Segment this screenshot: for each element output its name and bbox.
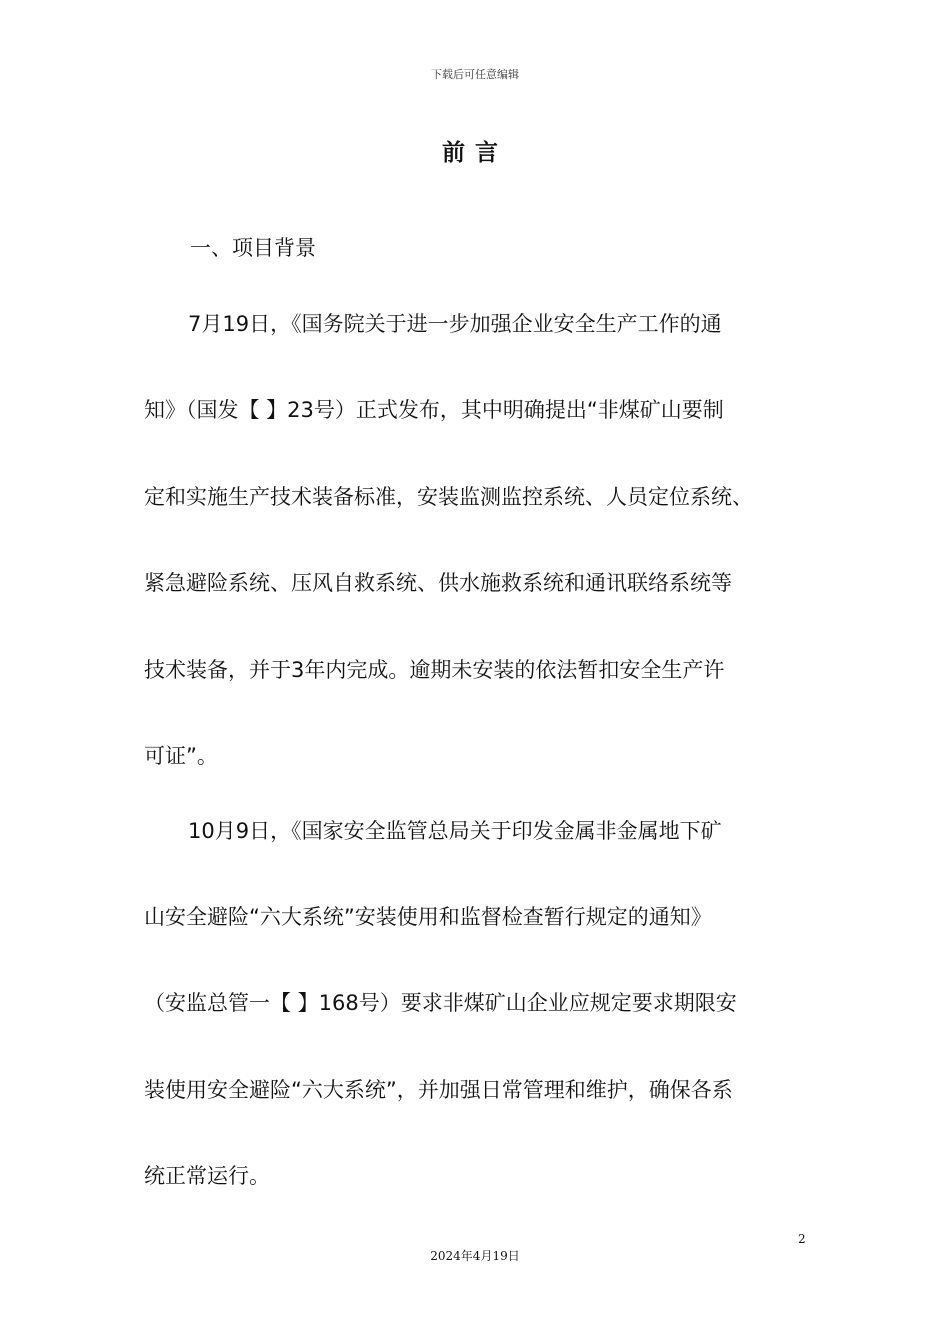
paragraph-line: 山安全避险“六大系统”安装使用和监督检查暂行规定的通知》 [144,905,712,929]
section-heading: 一、项目背景 [190,236,316,260]
paragraph-line: 技术装备，并于3年内完成。逾期未安装的依法暂扣安全生产许 [144,658,725,682]
paragraph-line: （安监总管一【 】168号）要求非煤矿山企业应规定要求期限安 [144,991,737,1015]
header-note: 下载后可任意编辑 [431,68,519,81]
paragraph-line: 统正常运行。 [144,1164,270,1188]
paragraph-line: 紧急避险系统、压风自救系统、供水施救系统和通讯联络系统等 [144,571,732,595]
paragraph-line: 10月9日，《国家安全监管总局关于印发金属非金属地下矿 [188,819,722,843]
paragraph-line: 装使用安全避险“六大系统”，并加强日常管理和维护，确保各系 [144,1078,733,1102]
paragraph-line: 知》（国发【 】23号）正式发布，其中明确提出“非煤矿山要制 [144,398,724,422]
paragraph-line: 7月19日，《国务院关于进一步加强企业安全生产工作的通 [188,312,722,336]
paragraph-line: 定和实施生产技术装备标准，安装监测监控系统、人员定位系统、 [144,485,753,509]
page-title: 前言 [442,140,508,166]
paragraph-line: 可证”。 [144,744,218,768]
page-number: 2 [798,1232,806,1246]
footer-date: 2024年4月19日 [430,1249,520,1263]
